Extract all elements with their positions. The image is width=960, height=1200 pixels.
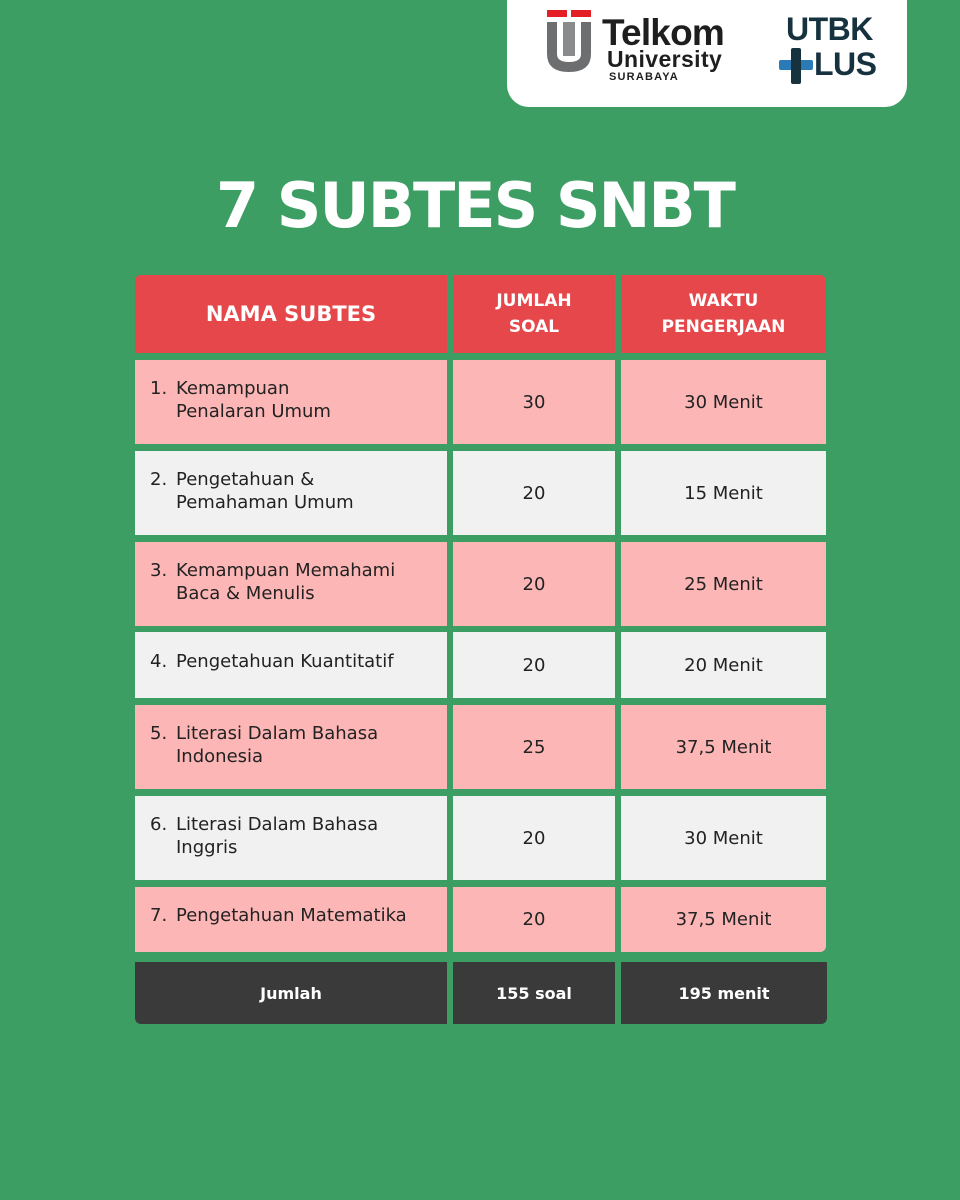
footer-soal-total: 155 soal bbox=[496, 983, 572, 1003]
row-soal-value: 20 bbox=[522, 909, 546, 930]
footer-label-cell bbox=[135, 962, 447, 1024]
row-name-line1: Pengetahuan Matematika bbox=[176, 905, 407, 926]
row-6-soal-cell bbox=[453, 796, 615, 880]
row-7-soal-cell bbox=[453, 887, 615, 952]
row-name-line1: Literasi Dalam Bahasa bbox=[176, 723, 379, 744]
row-name-line1: Kemampuan bbox=[176, 378, 290, 399]
row-5-soal-cell bbox=[453, 705, 615, 789]
row-number: 1. bbox=[150, 378, 168, 399]
row-time-value: 20 Menit bbox=[684, 654, 763, 676]
header-waktu-pengerjaan bbox=[621, 275, 826, 353]
footer-time-total: 195 menit bbox=[678, 983, 770, 1003]
row-name-line1: Pengetahuan Kuantitatif bbox=[176, 651, 394, 672]
row-3-name-cell bbox=[135, 542, 447, 626]
row-soal-value: 20 bbox=[522, 573, 546, 595]
telkom-university-logo-icon bbox=[545, 10, 593, 74]
row-2-time-cell bbox=[621, 451, 826, 535]
row-name-line2: Penalaran Umum bbox=[176, 401, 331, 422]
row-1-time-cell bbox=[621, 360, 826, 444]
header-jumlah-soal-line2: SOAL bbox=[508, 317, 560, 337]
header-nama-subtes bbox=[135, 275, 447, 353]
row-4-soal-cell bbox=[453, 632, 615, 698]
row-name-line1: Literasi Dalam Bahasa bbox=[176, 814, 379, 835]
footer-time-cell bbox=[621, 962, 827, 1024]
utbk-plus-logo-top: UTBK bbox=[786, 11, 873, 47]
footer-label: Jumlah bbox=[260, 983, 322, 1003]
row-6-name-cell bbox=[135, 796, 447, 880]
row-2-name-cell bbox=[135, 451, 447, 535]
row-time-value: 37,5 Menit bbox=[675, 736, 772, 758]
row-2-soal-cell bbox=[453, 451, 615, 535]
row-5-time-cell bbox=[621, 705, 826, 789]
row-7-time-cell bbox=[621, 887, 826, 952]
row-name-line1: Pengetahuan & bbox=[176, 469, 315, 490]
row-number: 2. bbox=[150, 469, 168, 490]
header-jumlah-soal bbox=[453, 275, 615, 353]
telkom-logo-sub: University bbox=[607, 46, 723, 72]
row-soal-value: 20 bbox=[522, 827, 546, 849]
row-name-line2: Pemahaman Umum bbox=[176, 492, 354, 513]
footer-soal-cell bbox=[453, 962, 615, 1024]
row-soal-value: 30 bbox=[522, 391, 546, 413]
row-number: 5. bbox=[150, 723, 168, 744]
row-3-soal-cell bbox=[453, 542, 615, 626]
row-4-time-cell bbox=[621, 632, 826, 698]
row-number: 4. bbox=[150, 651, 168, 672]
row-name-line2: Inggris bbox=[176, 837, 238, 858]
row-soal-value: 20 bbox=[522, 654, 546, 676]
page-title: 7 SUBTES SNBT bbox=[216, 169, 734, 242]
row-3-time-cell bbox=[621, 542, 826, 626]
utbk-plus-logo-bottom: LUS bbox=[814, 46, 877, 82]
row-time-value: 30 Menit bbox=[684, 391, 763, 413]
row-time-value: 30 Menit bbox=[684, 827, 763, 849]
row-number: 7. bbox=[150, 905, 168, 926]
header-nama-subtes-label: NAMA SUBTES bbox=[205, 302, 377, 326]
row-time-value: 25 Menit bbox=[684, 573, 763, 595]
row-1-soal-cell bbox=[453, 360, 615, 444]
row-4-name-cell bbox=[135, 632, 447, 698]
row-6-time-cell bbox=[621, 796, 826, 880]
header-jumlah-soal-line1: JUMLAH bbox=[496, 291, 572, 311]
row-5-name-cell bbox=[135, 705, 447, 789]
header-waktu-line1: WAKTU bbox=[688, 291, 759, 311]
row-time-value: 15 Menit bbox=[684, 482, 763, 504]
row-name-line2: Baca & Menulis bbox=[176, 583, 315, 604]
row-time-value: 37,5 Menit bbox=[675, 909, 772, 930]
row-number: 6. bbox=[150, 814, 168, 835]
telkom-logo-name: Telkom bbox=[602, 12, 724, 53]
header-waktu-line2: PENGERJAAN bbox=[661, 317, 786, 337]
telkom-logo-city: SURABAYA bbox=[609, 71, 679, 83]
utbk-plus-logo-icon bbox=[777, 46, 819, 86]
row-7-name-cell bbox=[135, 887, 447, 952]
row-1-name-cell bbox=[135, 360, 447, 444]
row-name-line2: Indonesia bbox=[176, 746, 264, 767]
row-soal-value: 25 bbox=[522, 736, 546, 758]
row-name-line1: Kemampuan Memahami bbox=[176, 560, 396, 581]
row-soal-value: 20 bbox=[522, 482, 546, 504]
row-number: 3. bbox=[150, 560, 168, 581]
